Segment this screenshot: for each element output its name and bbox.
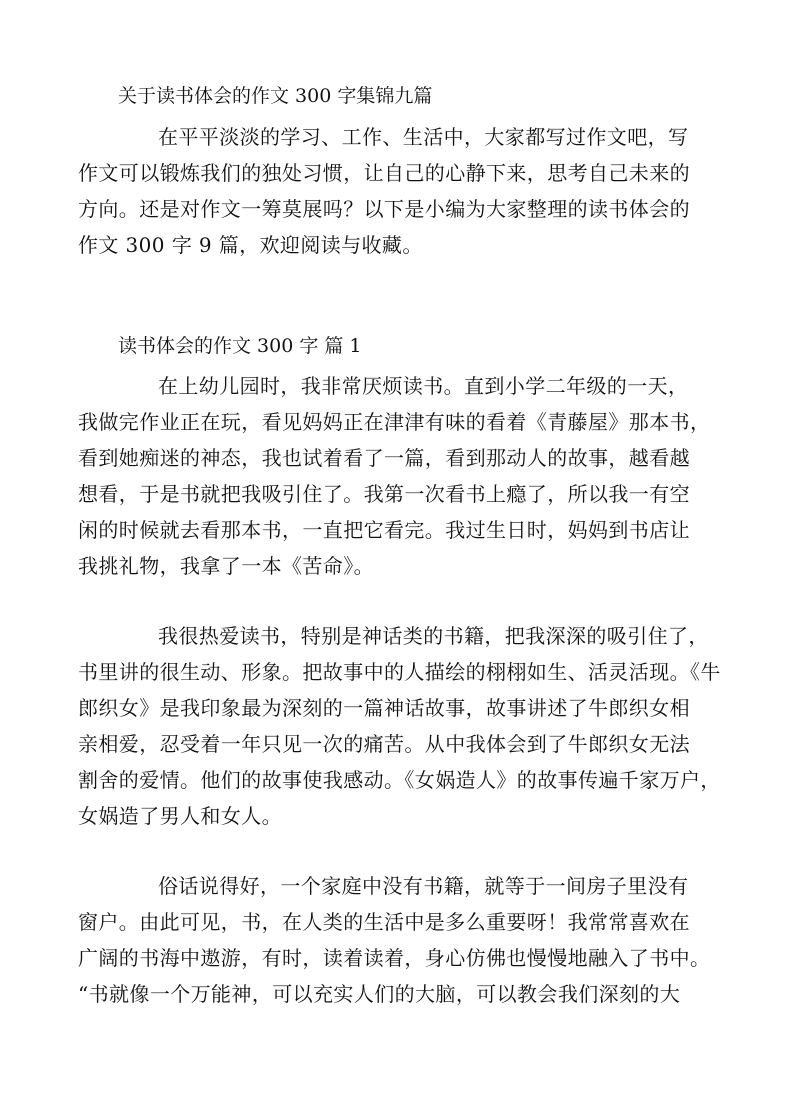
paragraph-line: 割舍的爱情。他们的故事使我感动。《女娲造人》的故事传遍千家万户， <box>78 768 721 792</box>
paragraph-line: 闲的时候就去看那本书，一直把它看完。我过生日时，妈妈到书店让 <box>78 518 690 542</box>
paragraph-line: 广阔的书海中遨游，有时，读着读着，身心仿佛也慢慢地融入了书中。 <box>78 946 711 970</box>
paragraph-line: 亲相爱，忍受着一年只见一次的痛苦。从中我体会到了牛郎织女无法 <box>78 732 690 756</box>
paragraph-line: 我很热爱读书，特别是神话类的书籍，把我深深的吸引住了， <box>158 624 709 648</box>
body-paragraph-1 <box>78 368 718 584</box>
intro-paragraph <box>78 119 718 263</box>
paragraph-line: 方向。还是对作文一筹莫展吗？以下是小编为大家整理的读书体会的 <box>78 197 690 221</box>
paragraph-line: “书就像一个万能神，可以充实人们的大脑，可以教会我们深刻的大 <box>78 982 681 1006</box>
paragraph-line: 窗户。由此可见，书，在人类的生活中是多么重要呀！我常常喜欢在 <box>78 910 690 934</box>
paragraph-line: 看到她痴迷的神态，我也试着看了一篇，看到那动人的故事，越看越 <box>78 446 690 470</box>
paragraph-line: 我做完作业正在玩，看见妈妈正在津津有味的看着《青藤屋》那本书， <box>78 410 711 434</box>
paragraph-line: 俗话说得好，一个家庭中没有书籍，就等于一间房子里没有 <box>158 874 689 898</box>
paragraph-line: 书里讲的很生动、形象。把故事中的人描绘的栩栩如生、活灵活现。《牛 <box>78 660 721 684</box>
paragraph-line: 在平平淡淡的学习、工作、生活中，大家都写过作文吧，写 <box>158 125 689 149</box>
paragraph-line: 我挑礼物，我拿了一本《苦命》。 <box>78 554 374 578</box>
body-paragraph-3 <box>78 868 718 1012</box>
paragraph-line: 想看，于是书就把我吸引住了。我第一次看书上瘾了，所以我一有空 <box>78 482 690 506</box>
body-paragraph-2 <box>78 618 721 834</box>
paragraph-line: 作文可以锻炼我们的独处习惯，让自己的心静下来，思考自己未来的 <box>78 161 690 185</box>
paragraph-line: 女娲造了男人和女人。 <box>78 804 282 828</box>
section-title: 读书体会的作文 300 字 篇 1 <box>118 335 362 357</box>
paragraph-line: 作文 300 字 9 篇，欢迎阅读与收藏。 <box>78 233 423 257</box>
document-title: 关于读书体会的作文 300 字集锦九篇 <box>118 85 433 107</box>
paragraph-line: 郎织女》是我印象最为深刻的一篇神话故事，故事讲述了牛郎织女相 <box>78 696 690 720</box>
paragraph-line: 在上幼儿园时，我非常厌烦读书。直到小学二年级的一天， <box>158 374 689 398</box>
